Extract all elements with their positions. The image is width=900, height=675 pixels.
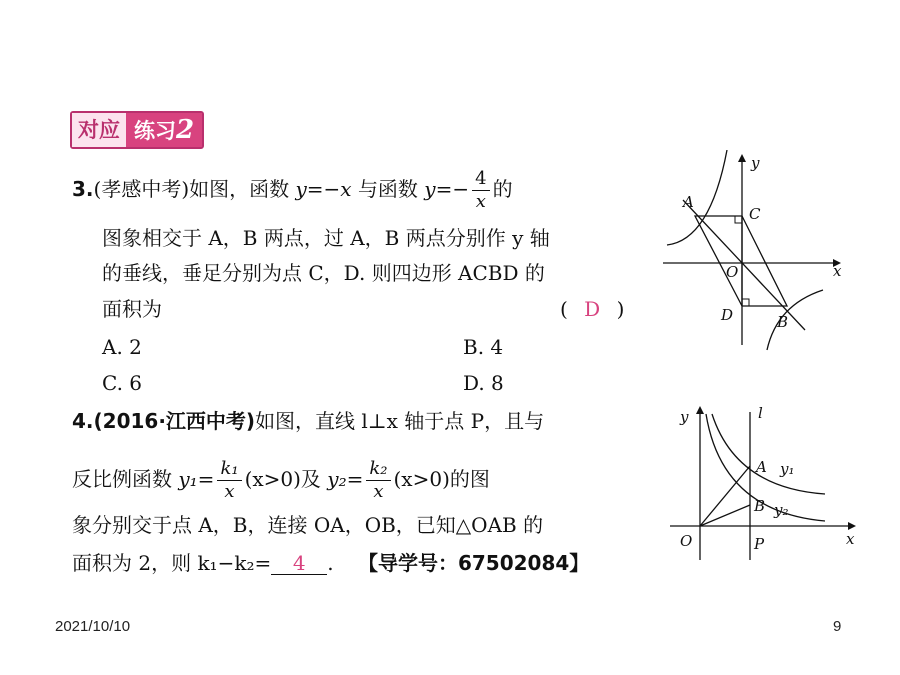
option-d: D. 8: [463, 371, 504, 395]
fig3-label-x: x: [833, 262, 842, 280]
fig4-label-a: A: [756, 458, 767, 476]
fig4-label-l: l: [758, 404, 763, 422]
fig3-label-o: O: [726, 263, 739, 281]
option-b: B. 4: [463, 335, 504, 359]
badge-label-1: 对应: [72, 113, 126, 147]
guide-number: 【导学号：67502084】: [357, 551, 590, 575]
fig4-label-p: P: [754, 535, 765, 553]
badge-label-2: [126, 113, 202, 147]
q4-f1-num: k₁: [217, 458, 241, 481]
q3-source: (孝感中考): [93, 177, 190, 201]
q4-text-4a: 面积为 2，则 k₁−k₂=: [72, 551, 272, 575]
figure-q3: [655, 150, 855, 355]
fig3-right-angle-c: [735, 216, 742, 223]
fig3-label-a: A: [683, 193, 694, 211]
q4-f1-den: x: [224, 481, 235, 502]
q3-text-1c: 与函数: [357, 177, 418, 201]
fig4-label-o: O: [680, 532, 693, 550]
q3-line-2: 图象相交于 A，B 两点，过 A，B 两点分别作 y 轴: [102, 226, 550, 250]
q4-fraction-1: [217, 458, 241, 503]
fig4-segment-oa: [700, 466, 750, 526]
fig4-curve-y1: [712, 414, 825, 494]
q3-number: 3.: [72, 177, 94, 201]
q4-line-3: 象分别交于点 A，B，连接 OA，OB，已知△OAB 的: [72, 513, 544, 537]
practice-badge: [70, 111, 204, 149]
fig4-label-y: y: [680, 408, 689, 426]
q3-func-1: y=−x: [295, 177, 352, 201]
fig4-label-y1: y₁: [780, 460, 795, 478]
option-c: C. 6: [102, 371, 143, 395]
q4-answer-blank: 4: [271, 552, 327, 575]
fig3-y-arrow: [738, 154, 746, 162]
badge-label-2-text: 练习: [134, 119, 176, 143]
q4-y2: y₂=: [327, 467, 364, 491]
q3-line-4: 面积为: [102, 297, 162, 321]
q4-f2-den: x: [373, 481, 384, 502]
fig3-label-d: D: [721, 306, 734, 324]
fig3-hyperbola-upper: [667, 150, 727, 245]
page-number: 9: [833, 618, 842, 635]
q3-answer-paren: [560, 294, 624, 324]
fig4-segment-ob: [700, 505, 750, 526]
paren-close: ): [616, 297, 625, 321]
q3-frac-den: x: [475, 191, 486, 212]
footer-date: 2021/10/10: [55, 618, 131, 635]
q4-text-1: 如图，直线 l⊥x 轴于点 P，且与: [255, 409, 545, 433]
q4-line-4: [72, 548, 589, 578]
q4-number: 4.: [72, 409, 94, 433]
q4-text-2e: (x>0)的图: [393, 467, 490, 491]
fig4-y-arrow: [696, 406, 704, 414]
q4-line-1: [72, 406, 544, 436]
badge-number: 2: [176, 115, 195, 145]
q3-frac-num: 4: [472, 168, 489, 191]
q3-answer: D: [584, 297, 601, 321]
paren-open: (: [560, 297, 568, 321]
q3-line-1: [72, 168, 513, 213]
fig3-right-angle-d: [742, 299, 749, 306]
fig3-label-c: C: [749, 205, 761, 223]
q3-text-1e: 的: [492, 177, 513, 201]
fig3-label-b: B: [777, 313, 789, 331]
q4-y1: y₁=: [178, 467, 215, 491]
fig3-label-y: y: [751, 154, 760, 172]
q4-line-2: [72, 458, 490, 503]
q3-func-2: y=−: [424, 177, 470, 201]
q4-source: (2016·江西中考): [93, 409, 256, 433]
figure-q4: [670, 400, 870, 568]
q4-text-4b: .: [327, 551, 334, 575]
fig4-label-x: x: [846, 530, 855, 548]
fig4-label-b: B: [754, 497, 766, 515]
fig4-label-y2: y₂: [774, 501, 789, 519]
fig4-x-arrow: [848, 522, 856, 530]
q3-fraction: [472, 168, 489, 213]
q3-text-1a: 如图，函数: [189, 177, 290, 201]
q4-text-2a: 反比例函数: [72, 467, 172, 491]
option-a: A. 2: [102, 335, 142, 359]
q4-f2-num: k₂: [366, 458, 390, 481]
q4-fraction-2: [366, 458, 390, 503]
q4-text-2c: (x>0)及: [244, 467, 321, 491]
q3-line-3: 的垂线，垂足分别为点 C，D. 则四边形 ACBD 的: [102, 261, 545, 285]
